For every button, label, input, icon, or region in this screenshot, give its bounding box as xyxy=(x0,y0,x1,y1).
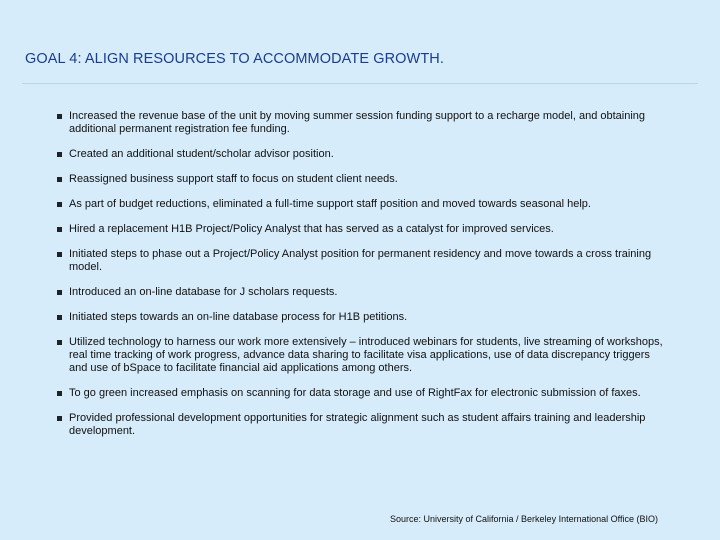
bullet-text: Initiated steps to phase out a Project/Policy Analyst position for permanent residency and move towards a cross training model. xyxy=(69,248,652,273)
bullet-item xyxy=(57,286,667,299)
bullet-item xyxy=(57,412,667,438)
square-bullet-icon xyxy=(57,391,62,396)
square-bullet-icon xyxy=(57,416,62,421)
square-bullet-icon xyxy=(57,340,62,345)
bullet-item xyxy=(57,223,667,236)
square-bullet-icon xyxy=(57,252,62,257)
source-citation: Source: University of California / Berkeley International Office (BIO) xyxy=(390,514,658,524)
bullet-text: Increased the revenue base of the unit by moving summer session funding support to a recharge model, and obtaining additional permanent registration fee funding. xyxy=(69,110,646,135)
bullet-item xyxy=(57,248,667,274)
bullet-item xyxy=(57,110,667,136)
bullet-item xyxy=(57,311,667,324)
square-bullet-icon xyxy=(57,315,62,320)
square-bullet-icon xyxy=(57,177,62,182)
slide-title: GOAL 4: ALIGN RESOURCES TO ACCOMMODATE GROWTH. xyxy=(25,51,444,67)
bullet-item xyxy=(57,387,667,400)
square-bullet-icon xyxy=(57,152,62,157)
bullet-text: Created an additional student/scholar advisor position. xyxy=(69,148,334,160)
bullet-item xyxy=(57,336,667,375)
bullet-list xyxy=(57,110,667,450)
bullet-text: Introduced an on-line database for J scholars requests. xyxy=(69,286,338,298)
bullet-item xyxy=(57,198,667,211)
bullet-text: As part of budget reductions, eliminated a full-time support staff position and moved towards seasonal help. xyxy=(69,198,591,210)
bullet-text: To go green increased emphasis on scanning for data storage and use of RightFax for electronic submission of faxes. xyxy=(69,387,641,399)
bullet-text: Reassigned business support staff to focus on student client needs. xyxy=(69,173,398,185)
bullet-text: Utilized technology to harness our work more extensively – introduced webinars for students, live streaming of workshops, real time tracking of work progress, advance data sharing to facilitate visa applications, use of data discrepancy triggers and use of bSpace to facilitate financial aid applications among others. xyxy=(69,336,663,374)
square-bullet-icon xyxy=(57,227,62,232)
square-bullet-icon xyxy=(57,114,62,119)
title-divider xyxy=(22,83,698,84)
square-bullet-icon xyxy=(57,290,62,295)
square-bullet-icon xyxy=(57,202,62,207)
bullet-text: Initiated steps towards an on-line database process for H1B petitions. xyxy=(69,311,408,323)
bullet-item xyxy=(57,173,667,186)
bullet-item xyxy=(57,148,667,161)
bullet-text: Provided professional development opportunities for strategic alignment such as student affairs training and leadership development. xyxy=(69,412,646,437)
bullet-text: Hired a replacement H1B Project/Policy Analyst that has served as a catalyst for improved services. xyxy=(69,223,554,235)
